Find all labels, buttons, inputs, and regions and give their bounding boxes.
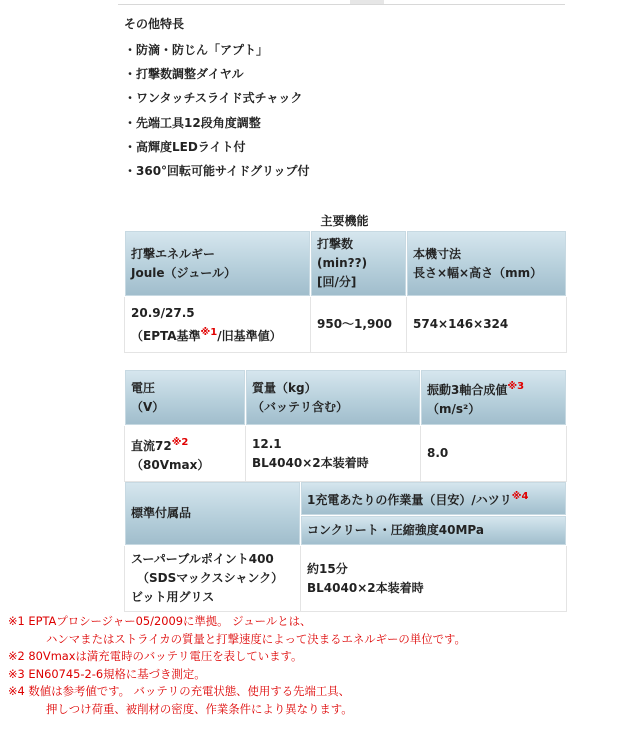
feature-item: ・ワンタッチスライド式チャック — [124, 91, 303, 106]
header-standard-accessories: 標準付属品 — [125, 482, 301, 546]
feature-item: ・360°回転可能サイドグリップ付 — [124, 163, 310, 178]
footnote-4-cont: 押しつけ荷重、被削材の密度、作業条件により異なります。 — [46, 701, 353, 716]
header-text — [427, 377, 560, 400]
spec-table-main — [124, 230, 567, 353]
footnote-mark: ※3 — [507, 380, 525, 392]
cell-text: 約15分 — [307, 561, 348, 576]
cell-text: （80Vmax） — [131, 457, 210, 472]
header-text: 打撃エネルギー — [131, 246, 216, 261]
feature-item: ・打撃数調整ダイヤル — [124, 67, 244, 82]
cell-text — [131, 323, 304, 346]
cell-voltage — [125, 426, 246, 482]
header-text: Joule（ジュール） — [131, 265, 237, 280]
header-vibration — [421, 370, 567, 426]
header-concrete-strength: コンクリート・圧縮強度40MPa — [301, 516, 567, 546]
header-text: 長さ×幅×高さ（mm） — [413, 265, 543, 280]
header-voltage — [125, 370, 246, 426]
header-text-part: 振動3軸合成値 — [427, 382, 508, 397]
header-text: （バッテリ含む） — [252, 399, 349, 414]
cell-text: ビット用グリス — [131, 590, 215, 604]
feature-item: ・防滴・防じん「アプト」 — [124, 43, 269, 57]
header-text: 質量（kg） — [252, 380, 317, 395]
header-text: （m/s²） — [427, 401, 481, 416]
cell-text: 12.1 — [252, 436, 282, 451]
cell-text: （SDSマックスシャンク） — [137, 571, 284, 585]
cell-text: BL4040×2本装着時 — [307, 580, 424, 595]
cell-text: 20.9/27.5 — [131, 305, 195, 320]
header-text-part: 1充電あたりの作業量（目安）/ハツリ — [307, 493, 512, 507]
header-blows-per-minute — [311, 231, 407, 297]
footnote-1-cont: ハンマまたはストライカの質量と打撃速度によって決まるエネルギーの単位です。 — [46, 631, 466, 646]
cell-text-part: （EPTA基準 — [131, 328, 201, 343]
cell-dimensions: 574×146×324 — [407, 297, 567, 353]
header-mass — [246, 370, 421, 426]
features-title: その他特長 — [124, 17, 185, 31]
footnote-2: ※2 80Vmaxは満充電時のバッテリ電圧を表しています。 — [8, 649, 303, 663]
feature-item: ・先端工具12段角度調整 — [124, 115, 261, 130]
header-text: 本機寸法 — [413, 246, 462, 261]
cell-impact-energy — [125, 297, 311, 353]
cell-vibration: 8.0 — [421, 426, 567, 482]
header-impact-energy — [125, 231, 311, 297]
header-text: (min??) — [317, 256, 368, 270]
spec-caption: 主要機能 — [320, 214, 369, 228]
footnote-3: ※3 EN60745-2-6規格に基づき測定。 — [8, 666, 206, 681]
footnote-4: ※4 数値は参考値です。 バッテリの充電状態、使用する先端工具、 — [8, 684, 351, 698]
cell-mass — [246, 426, 421, 482]
header-text: 打撃数 — [317, 237, 354, 251]
footnote-mark: ※2 — [171, 436, 189, 448]
cell-accessories — [125, 546, 301, 612]
header-work-per-charge — [301, 482, 567, 516]
other-features — [124, 14, 310, 183]
spec-table-secondary — [124, 369, 567, 612]
cell-blows: 950～1,900 — [311, 297, 407, 353]
footnote-mark: ※4 — [511, 491, 529, 502]
header-text: 電圧 — [131, 380, 156, 395]
cell-text: スーパーブルポイント400 — [131, 552, 274, 566]
footnotes — [8, 613, 628, 718]
footnote-1: ※1 EPTAプロシージャー05/2009に準拠。 ジュールとは、 — [8, 614, 312, 628]
cell-work-amount — [301, 546, 567, 612]
header-text: [回/分] — [317, 275, 357, 289]
cell-text: BL4040×2本装着時 — [252, 455, 369, 470]
feature-item: ・高輝度LEDライト付 — [124, 139, 246, 154]
top-divider — [118, 4, 565, 5]
cell-text-part: /旧基準値） — [217, 328, 282, 343]
header-dimensions — [407, 231, 567, 297]
footnote-mark: ※1 — [200, 326, 218, 338]
header-text: （V） — [131, 399, 165, 414]
cell-text-part: 直流72 — [131, 438, 172, 453]
cell-text — [131, 433, 239, 456]
